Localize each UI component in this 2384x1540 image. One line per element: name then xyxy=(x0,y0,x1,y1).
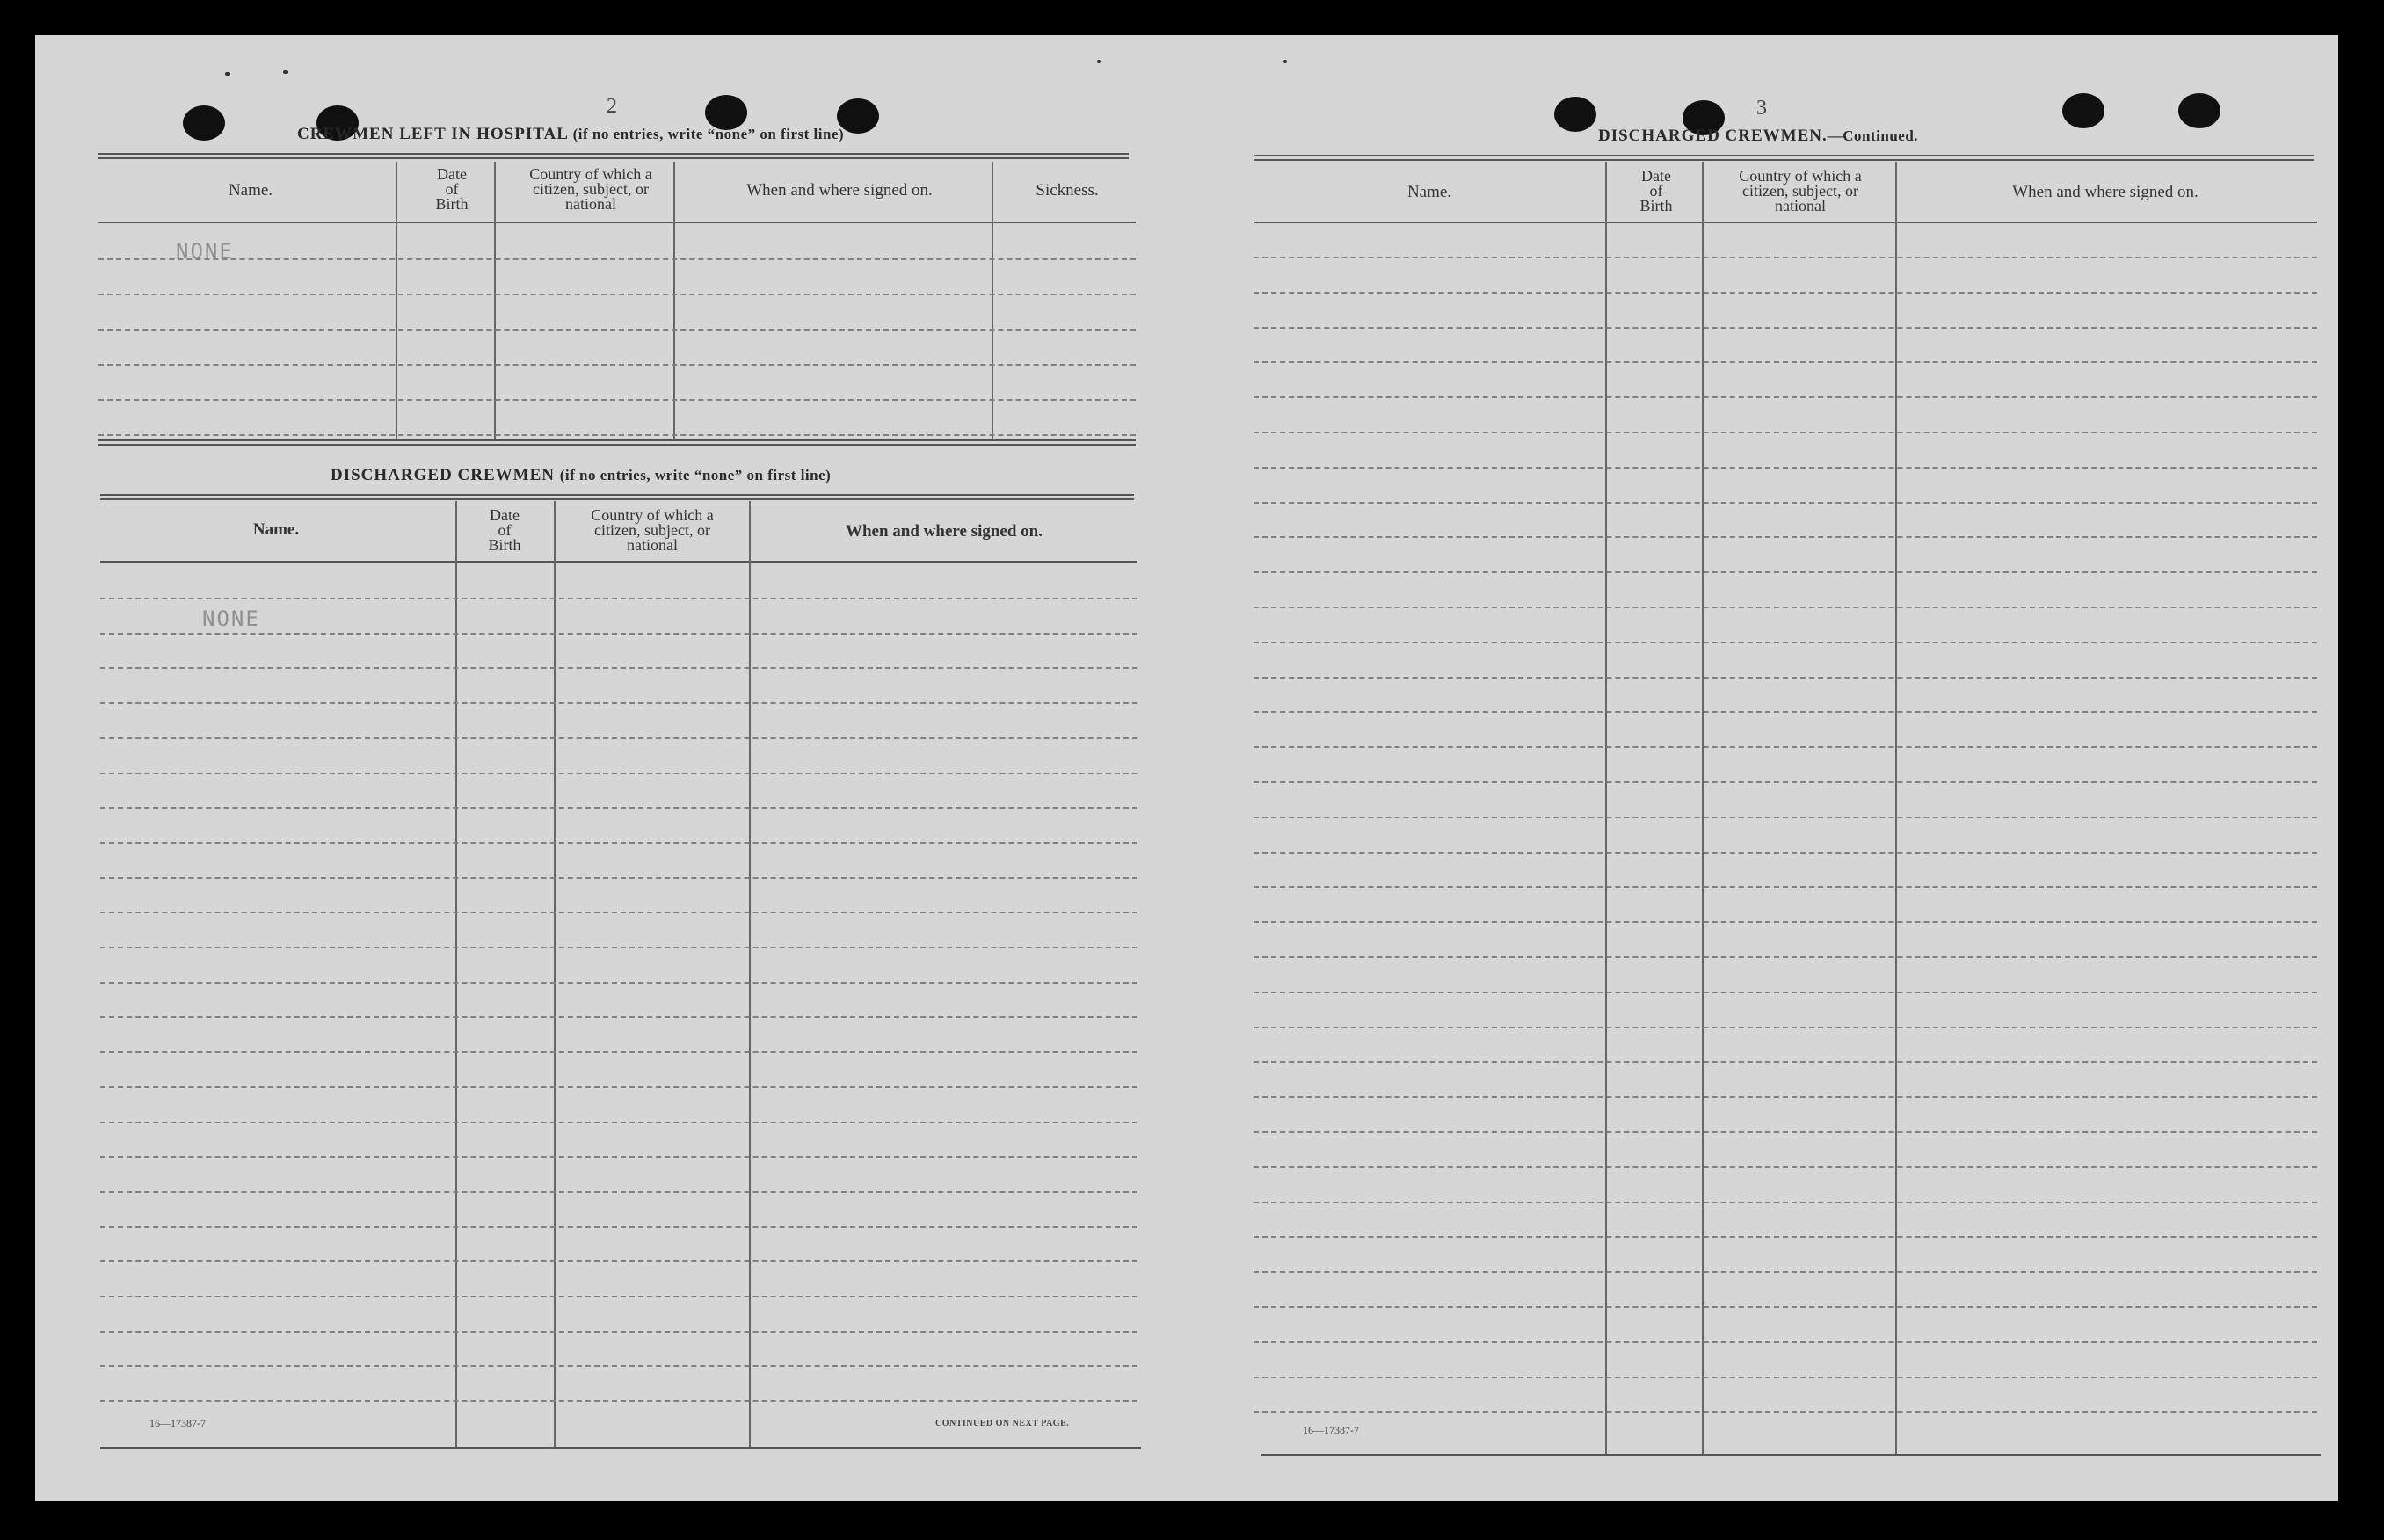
entry-line xyxy=(1254,292,2317,294)
entry-line xyxy=(1254,1236,2317,1238)
entry-line xyxy=(1254,396,2317,398)
ink-speck xyxy=(1097,60,1101,63)
entry-line xyxy=(100,1296,1137,1297)
entry-line xyxy=(1254,1271,2317,1273)
entry-line xyxy=(1254,1411,2317,1413)
section-title-hospital xyxy=(297,125,844,144)
entry-line xyxy=(1254,432,2317,433)
header-rule xyxy=(1254,222,2317,223)
entry-line xyxy=(98,329,1136,331)
entry-line xyxy=(1254,467,2317,469)
section-title-discharged-continued xyxy=(1598,127,1918,146)
continued-note: CONTINUED ON NEXT PAGE. xyxy=(935,1419,1070,1428)
col-header-country: Country of which a citizen, subject, or national xyxy=(529,165,652,213)
col-header-date-of-birth: Date of Birth xyxy=(1639,167,1673,214)
entry-line xyxy=(100,598,1137,599)
entry-line xyxy=(1254,1377,2317,1378)
column-divider xyxy=(1702,162,1704,1456)
col-header-name: Name. xyxy=(252,520,300,539)
entry-line xyxy=(98,434,1136,436)
column-divider xyxy=(1895,162,1897,1456)
entry-line xyxy=(100,1122,1137,1123)
entry-line xyxy=(1254,817,2317,818)
double-rule xyxy=(98,153,1129,159)
entry-line xyxy=(1254,571,2317,573)
bottom-rule xyxy=(100,1447,1141,1449)
entry-line xyxy=(100,1016,1137,1018)
col-header-name: Name. xyxy=(1406,183,1452,201)
entry-line xyxy=(1254,327,2317,329)
column-divider xyxy=(749,501,751,1449)
entry-line xyxy=(1254,992,2317,993)
entry-line xyxy=(1254,746,2317,748)
header-rule xyxy=(100,561,1137,563)
col-header-country: Country of which a citizen, subject, or national xyxy=(1739,167,1862,214)
entry-line xyxy=(1254,642,2317,643)
column-divider xyxy=(673,162,675,439)
double-rule xyxy=(98,439,1136,446)
entry-line xyxy=(100,667,1137,669)
page-number: 3 xyxy=(1756,97,1767,120)
entry-line xyxy=(100,1156,1137,1158)
entry-line xyxy=(1254,677,2317,679)
punch-hole xyxy=(1554,97,1596,132)
entry-line xyxy=(100,807,1137,809)
double-rule xyxy=(1254,155,2314,161)
discharged-title-note: (if no entries, write “none” on first line) xyxy=(559,467,832,483)
col-header-sickness: Sickness. xyxy=(1036,181,1099,200)
ink-speck xyxy=(283,70,288,74)
entry-line xyxy=(1254,361,2317,363)
bottom-rule xyxy=(1261,1454,2321,1456)
hospital-title-note: (if no entries, write “none” on first line) xyxy=(572,126,845,142)
entry-line xyxy=(100,737,1137,739)
entry-line xyxy=(1254,1341,2317,1343)
entry-line xyxy=(1254,607,2317,608)
entry-line xyxy=(1254,781,2317,783)
col-header-date-of-birth: Date of Birth xyxy=(488,506,521,554)
entry-line xyxy=(98,399,1136,401)
entry-line xyxy=(1254,257,2317,258)
entry-line xyxy=(1254,1131,2317,1133)
entry-line xyxy=(1254,886,2317,888)
column-divider xyxy=(494,162,496,439)
section-title-discharged xyxy=(331,466,831,485)
entry-line xyxy=(100,1365,1137,1367)
entry-line xyxy=(100,982,1137,984)
entry-line xyxy=(1254,852,2317,854)
punch-hole xyxy=(183,105,225,141)
col-header-name: Name. xyxy=(228,181,273,200)
entry-line xyxy=(98,258,1136,260)
ink-speck xyxy=(1283,60,1287,63)
ink-speck xyxy=(225,72,230,76)
entry-line xyxy=(100,1400,1137,1402)
double-rule xyxy=(100,494,1134,500)
discharged-continued-title-main: DISCHARGED CREWMEN. xyxy=(1598,127,1828,145)
typed-entry-none: NONE xyxy=(176,239,234,264)
discharged-continued-title-note: —Continued. xyxy=(1827,127,1919,144)
discharged-title-main: DISCHARGED CREWMEN xyxy=(331,466,555,484)
entry-line xyxy=(100,633,1137,635)
entry-line xyxy=(98,294,1136,295)
entry-line xyxy=(100,842,1137,844)
entry-line xyxy=(100,1226,1137,1228)
column-divider xyxy=(455,501,457,1449)
entry-line xyxy=(100,1331,1137,1333)
entry-line xyxy=(100,947,1137,948)
entry-line xyxy=(100,877,1137,879)
entry-line xyxy=(1254,1166,2317,1168)
entry-line xyxy=(100,773,1137,774)
entry-line xyxy=(1254,1096,2317,1098)
col-header-signed-on: When and where signed on. xyxy=(845,522,1043,541)
hospital-title-main: CREWMEN LEFT IN HOSPITAL xyxy=(297,125,568,143)
column-divider xyxy=(992,162,993,439)
entry-line xyxy=(100,1086,1137,1088)
entry-line xyxy=(1254,956,2317,958)
form-number: 16—17387-7 xyxy=(1303,1424,1359,1436)
col-header-date-of-birth: Date of Birth xyxy=(435,165,469,213)
column-divider xyxy=(1605,162,1607,1456)
entry-line xyxy=(100,1260,1137,1262)
entry-line xyxy=(100,702,1137,704)
col-header-country: Country of which a citizen, subject, or national xyxy=(591,506,714,554)
entry-line xyxy=(100,1051,1137,1053)
column-divider xyxy=(396,162,397,439)
column-divider xyxy=(554,501,556,1449)
entry-line xyxy=(1254,1061,2317,1063)
entry-line xyxy=(1254,1306,2317,1308)
entry-line xyxy=(1254,1027,2317,1028)
typed-entry-none: NONE xyxy=(202,607,260,631)
entry-line xyxy=(100,1191,1137,1193)
header-rule xyxy=(98,222,1136,223)
entry-line xyxy=(1254,502,2317,504)
entry-line xyxy=(1254,711,2317,713)
page-number: 2 xyxy=(607,95,617,118)
punch-hole xyxy=(2178,93,2220,128)
col-header-signed-on: When and where signed on. xyxy=(746,181,933,200)
entry-line xyxy=(100,912,1137,913)
document-sheet xyxy=(35,35,2338,1501)
entry-line xyxy=(1254,921,2317,923)
col-header-signed-on: When and where signed on. xyxy=(2012,183,2199,201)
entry-line xyxy=(1254,1202,2317,1203)
punch-hole xyxy=(2062,93,2104,128)
entry-line xyxy=(1254,536,2317,538)
form-number: 16—17387-7 xyxy=(149,1417,206,1429)
entry-line xyxy=(98,364,1136,366)
